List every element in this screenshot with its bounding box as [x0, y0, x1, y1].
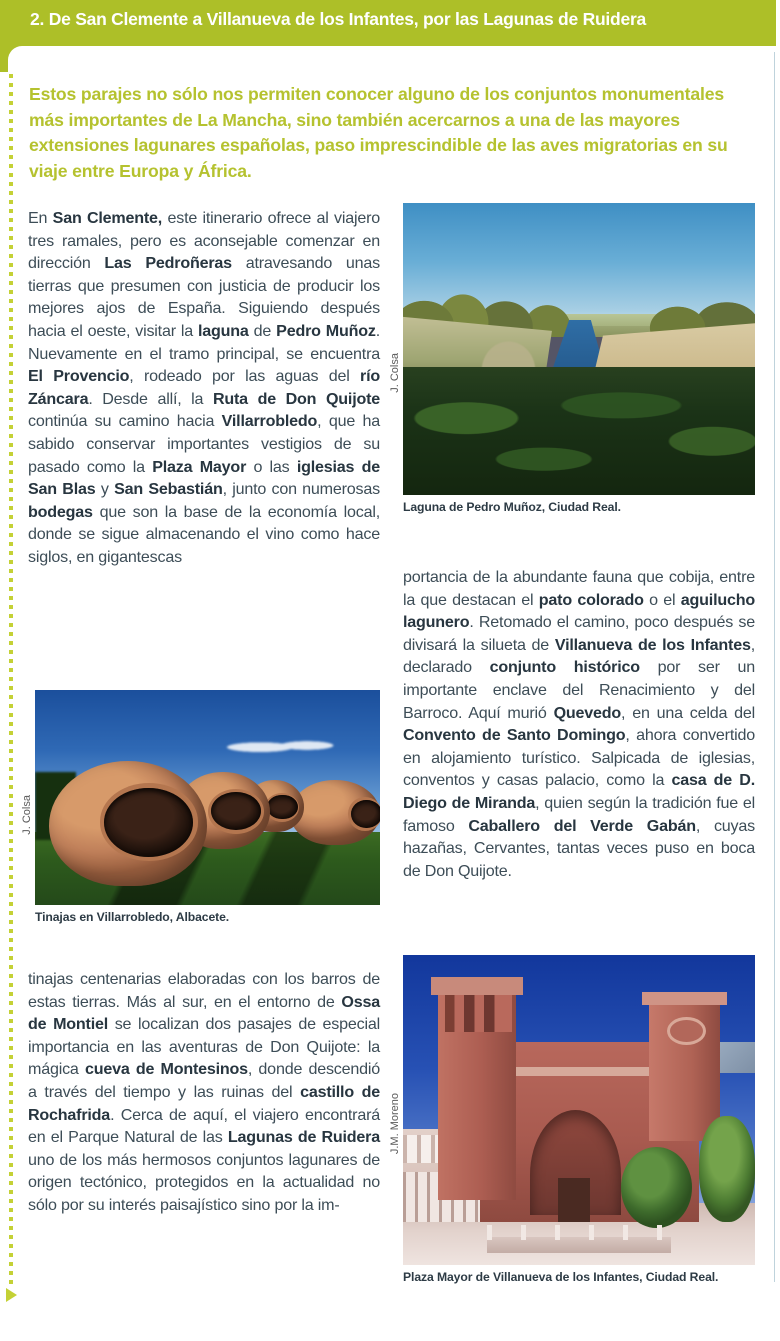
photo-tinajas [35, 690, 380, 905]
caption-laguna: Laguna de Pedro Muñoz, Ciudad Real. [403, 500, 621, 514]
photo-laguna [403, 203, 755, 495]
left-column-paragraph-top: En San Clemente, este itinerario ofrece al viajero tres ramales, pero es aconsejable comenzar en dirección Las Pedroñeras atravesando unas tierras que presumen con justicia de producir los mejores ajos de España. Siguiendo después hacia el oeste, visitar la laguna de Pedro Muñoz. Nuevamente en el tramo principal, se encuentra El Provencio, rodeado por las aguas del río Záncara. Desde allí, la Ruta de Don Quijote continúa su camino hacia Villarrobledo, que ha sabido conservar importantes vestigios de su pasado como la Plaza Mayor o las iglesias de San Blas y San Sebastián, junto con numerosas bodegas que son la base de la economía local, donde se sigue almacenando el vino como hace siglos, en gigantescas [28, 209, 381, 566]
photo-jar [49, 761, 208, 886]
photo-tower-left-cap [431, 977, 523, 996]
photo-tree [621, 1147, 691, 1228]
photo-door [558, 1178, 590, 1221]
photo-jar [290, 780, 380, 845]
photo-tower-right-cap [642, 992, 726, 1004]
intro-lead-paragraph: Estos parajes no sólo nos permiten conocer alguno de los conjuntos monumentales más importantes de La Mancha, sino también acercarnos a una de las mayores extensiones lagunares españolas, paso imprescindible de las aves migratorias en su viaje entre Europa y África. [29, 84, 728, 181]
figure-plaza-mayor-infantes [389, 955, 755, 1285]
left-dotted-rail [9, 74, 13, 1284]
photo-belfry [445, 995, 512, 1032]
photo-bollards [487, 1225, 684, 1241]
photo-clock-face [667, 1017, 706, 1045]
chapter-header-band [0, 0, 776, 46]
photo-plaza [403, 955, 755, 1265]
caption-plaza: Plaza Mayor de Villanueva de los Infantes, Ciudad Real. [403, 1270, 719, 1284]
right-margin-rule [774, 52, 775, 1282]
right-column-paragraph-top: portancia de la abundante fauna que cobija, entre la que destacan el pato colorado o el aguilucho lagunero. Retomado el camino, poco después se divisará la silueta de Villanueva de los Infantes, declarado conjunto histórico por ser un importante enclave del Renacimiento y del Barroco. Aquí murió Quevedo, en una celda del Convento de Santo Domingo, ahora convertido en alojamiento turístico. Salpicada de iglesias, conventos y casas palacio, como la casa de D. Diego de Miranda, quien según la tradición fue el famoso Caballero del Verde Gabán, cuyas hazañas, Cervantes, tantas veces puso en boca de Don Quijote. [403, 568, 755, 880]
photo-tree [699, 1116, 755, 1221]
photo-clouds [225, 737, 342, 754]
header-corner-notch [0, 46, 30, 72]
photo-credit-laguna: J. Colsa [389, 353, 401, 393]
figure-laguna-pedro-munoz [389, 203, 755, 515]
left-column-paragraph-bottom: tinajas centenarias elaboradas con los barros de estas tierras. Más al sur, en el entorno de Ossa de Montiel se localizan dos pasajes de especial importancia en las aventuras de Don Quijote: la mágica cueva de Montesinos, donde descendió a través del tiempo y las ruinas del castillo de Rochafrida. Cerca de aquí, el viajero encontrará en el Parque Natural de las Lagunas de Ruidera uno de los más hermosos conjuntos lagunares de origen tectónico, protegidos en la actualidad no sólo por su interés paisajístico sino por la im- [28, 970, 381, 1214]
figure-tinajas-villarrobledo [21, 690, 380, 925]
rail-arrow-icon [6, 1288, 17, 1302]
caption-tinajas: Tinajas en Villarrobledo, Albacete. [35, 910, 230, 924]
photo-credit-plaza: J.M. Moreno [389, 1093, 401, 1155]
photo-algae [403, 367, 755, 495]
page-title: 2. De San Clemente a Villanueva de los Infantes, por las Lagunas de Ruidera [30, 9, 646, 29]
photo-credit-tinajas: J. Colsa [21, 795, 33, 835]
